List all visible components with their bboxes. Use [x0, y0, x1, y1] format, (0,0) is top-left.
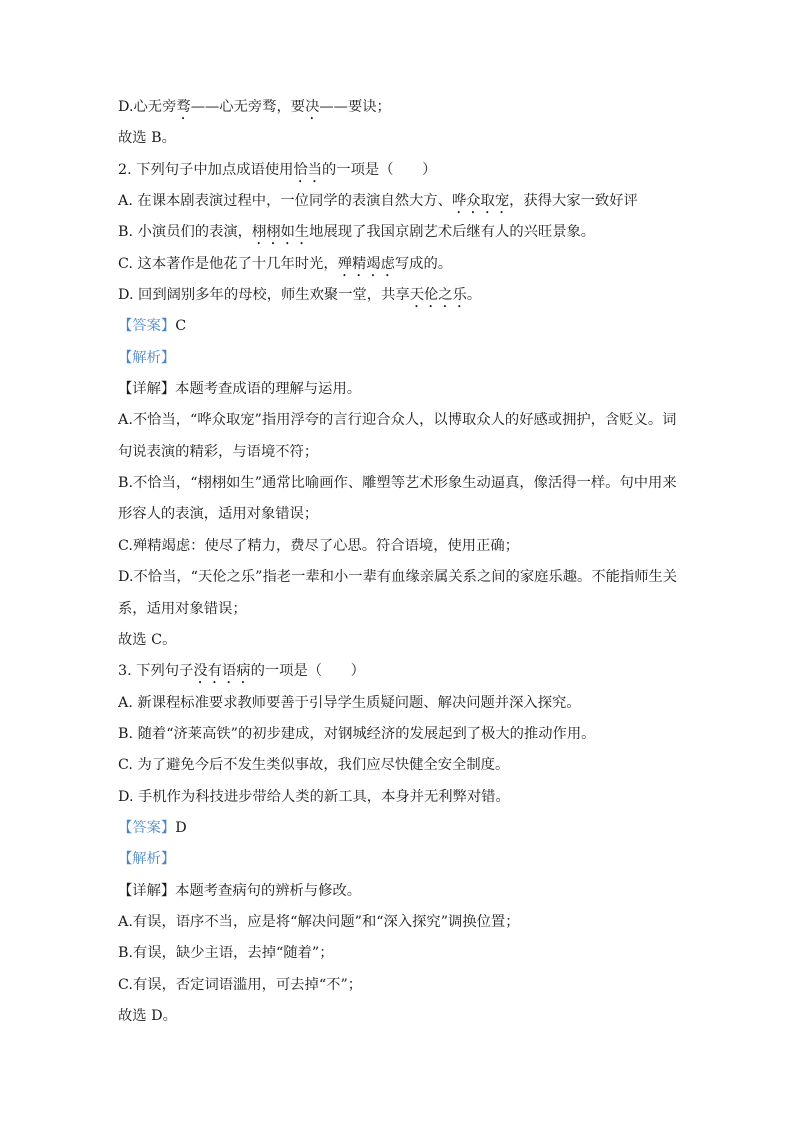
text-segment: C.殚精竭虑：使尽了精力，费尽了心思。符合语境，使用正确；	[118, 537, 519, 554]
text-segment: B.不恰当，“栩栩如生”通常比喻画作、雕塑等艺术形象生动逼真，像活得一样。句中用来	[118, 475, 677, 492]
text-line	[118, 782, 688, 813]
text-segment: D. 手机作为科技进步带给人类的新工具，本身并无利弊对错。	[118, 788, 510, 805]
text-line	[118, 562, 688, 593]
text-segment: C. 为了避免今后不发生类似事故，我们应尽快健全安全制度。	[118, 757, 510, 774]
text-segment: C.有误，否定词语滥用，可去掉“不”；	[118, 976, 363, 993]
document-page	[118, 92, 688, 1032]
text-line	[118, 907, 688, 938]
text-segment: 【详解】本题考查成语的理解与运用。	[118, 381, 362, 398]
text-line	[118, 92, 688, 123]
text-line	[118, 876, 688, 907]
section-label: 【答案】	[118, 318, 176, 335]
text-line	[118, 437, 688, 468]
text-segment: 地展现了我国京剧艺术后继有人的兴旺景象。	[309, 224, 596, 241]
text-line	[118, 468, 688, 499]
text-line	[118, 186, 688, 217]
text-segment: 2. 下列句子中加点成语使用	[118, 161, 294, 178]
text-segment: C	[175, 318, 187, 335]
text-segment: C. 这本著作是他花了十几年时光，	[118, 255, 338, 272]
emphasized-text: 栩栩如生	[251, 224, 310, 241]
text-line	[118, 499, 688, 530]
text-segment: 写成的。	[394, 255, 453, 272]
text-line	[118, 123, 688, 154]
text-segment: A.有误，语序不当，应是将“解决问题”和“深入探究”调换位置；	[118, 913, 520, 930]
text-line	[118, 970, 688, 1001]
text-line	[118, 374, 688, 405]
text-line	[118, 813, 688, 844]
text-line	[118, 155, 688, 186]
text-segment: 3. 下列句子	[118, 663, 194, 680]
text-segment: ——心无旁骛，要	[190, 99, 306, 115]
text-segment: 故选 C。	[118, 631, 177, 648]
text-segment: ——要诀；	[319, 99, 391, 115]
text-segment: B. 随着“济莱高铁”的初步建成，对钢城经济的发展起到了极大的推动作用。	[118, 725, 596, 742]
text-segment: 系，适用对象错误；	[118, 600, 247, 617]
text-line	[118, 343, 688, 374]
text-line	[118, 405, 688, 436]
text-line	[118, 844, 688, 875]
text-line	[118, 1001, 688, 1032]
text-line	[118, 311, 688, 342]
text-segment: D. 回到阔别多年的母校，师生欢聚一堂，共享	[118, 287, 410, 304]
text-segment: 的一项是（ ）	[250, 663, 365, 680]
text-segment: B. 小演员们的表演，	[118, 224, 252, 241]
text-segment: B.有误，缺少主语，去掉“随着”；	[118, 945, 334, 962]
emphasized-text: 殚精竭虑	[337, 255, 395, 272]
text-segment: D.不恰当，“天伦之乐”指老一辈和小一辈有血缘亲属关系之间的家庭乐趣。不能指师生关	[118, 569, 678, 586]
emphasized-text: 恰当	[293, 161, 323, 178]
text-segment: 形容人的表演，适用对象错误；	[118, 506, 319, 523]
emphasized-text: 天伦之乐	[409, 287, 467, 304]
text-line	[118, 217, 688, 248]
section-label: 【解析】	[118, 349, 176, 366]
text-segment: D	[175, 819, 187, 836]
text-segment: 【详解】本题考查病句的辨析与修改。	[118, 882, 362, 899]
text-line	[118, 656, 688, 687]
text-segment: ，获得大家一致好评	[509, 193, 638, 210]
emphasized-text: 决	[305, 99, 320, 115]
emphasized-text: 哗众取宠	[451, 193, 510, 210]
text-line	[118, 938, 688, 969]
text-line	[118, 249, 688, 280]
text-line	[118, 280, 688, 311]
text-segment: 故选 B。	[118, 130, 176, 147]
section-label: 【答案】	[118, 819, 176, 836]
emphasized-text: 骛	[176, 99, 191, 115]
section-label: 【解析】	[118, 851, 176, 868]
text-segment: A.不恰当，“哗众取宠”指用浮夸的言行迎合众人，以博取众人的好感或拥护，含贬义。词	[118, 412, 677, 429]
text-line	[118, 750, 688, 781]
text-segment: 故选 D。	[118, 1007, 177, 1024]
text-line	[118, 625, 688, 656]
emphasized-text: 没有语病	[193, 663, 251, 680]
text-segment: A. 新课程标准要求教师要善于引导学生质疑问题、解决问题并深入探究。	[118, 694, 581, 711]
text-segment: D.心无旁	[118, 99, 177, 115]
text-segment: 。	[466, 287, 482, 304]
text-line	[118, 719, 688, 750]
text-segment: A. 在课本剧表演过程中，一位同学的表演自然大方、	[118, 193, 452, 210]
text-line	[118, 688, 688, 719]
text-segment: 句说表演的精彩，与语境不符；	[118, 443, 319, 460]
text-line	[118, 594, 688, 625]
text-segment: 的一项是（ ）	[322, 161, 437, 178]
text-line	[118, 531, 688, 562]
